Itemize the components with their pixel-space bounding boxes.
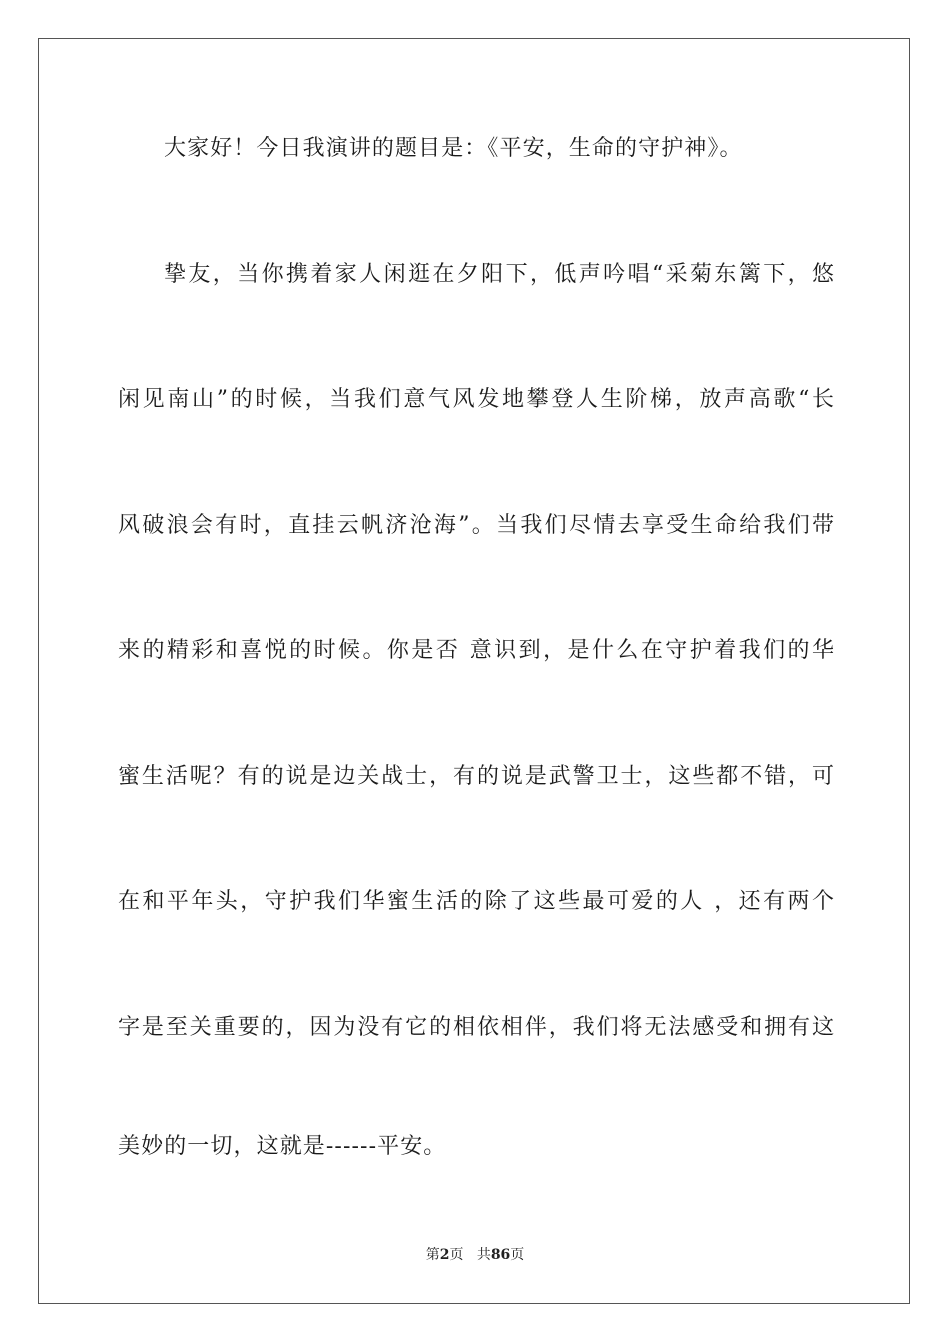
footer-total-suffix: 页 xyxy=(510,1247,525,1263)
page-footer xyxy=(0,1245,950,1265)
text-line-1: 大家好！今日我演讲的题目是：《平安，生命的守护神》。 xyxy=(164,136,743,161)
text-line-7: 在和平年头，守护我们华蜜生活的除了这些最可爱的人 ，还有两个 xyxy=(118,889,834,914)
footer-total-pages: 86 xyxy=(490,1247,511,1263)
text-line-4: 风破浪会有时，直挂云帆济沧海”。当我们尽情去享受生命给我们带 xyxy=(118,513,834,538)
text-line-3: 闲见南山”的时候，当我们意气风发地攀登人生阶梯，放声高歌“长 xyxy=(118,387,834,412)
text-line-2: 挚友，当你携着家人闲逛在夕阳下，低声吟唱“采菊东篱下，悠 xyxy=(164,262,834,287)
footer-page-prefix: 第 xyxy=(425,1247,440,1263)
page-border xyxy=(38,38,910,1304)
text-line-6: 蜜生活呢？有的说是边关战士，有的说是武警卫士，这些都不错，可 xyxy=(118,764,834,789)
text-line-5: 来的精彩和喜悦的时候。你是否 意识到，是什么在守护着我们的华 xyxy=(118,638,834,663)
footer-total-prefix: 共 xyxy=(476,1247,491,1263)
text-line-8: 字是至关重要的，因为没有它的相依相伴，我们将无法感受和拥有这 xyxy=(118,1015,834,1040)
text-line-9: 美妙的一切，这就是------平安。 xyxy=(118,1134,447,1159)
footer-page-suffix: 页 xyxy=(449,1247,464,1263)
footer-page-number: 2 xyxy=(439,1247,450,1263)
